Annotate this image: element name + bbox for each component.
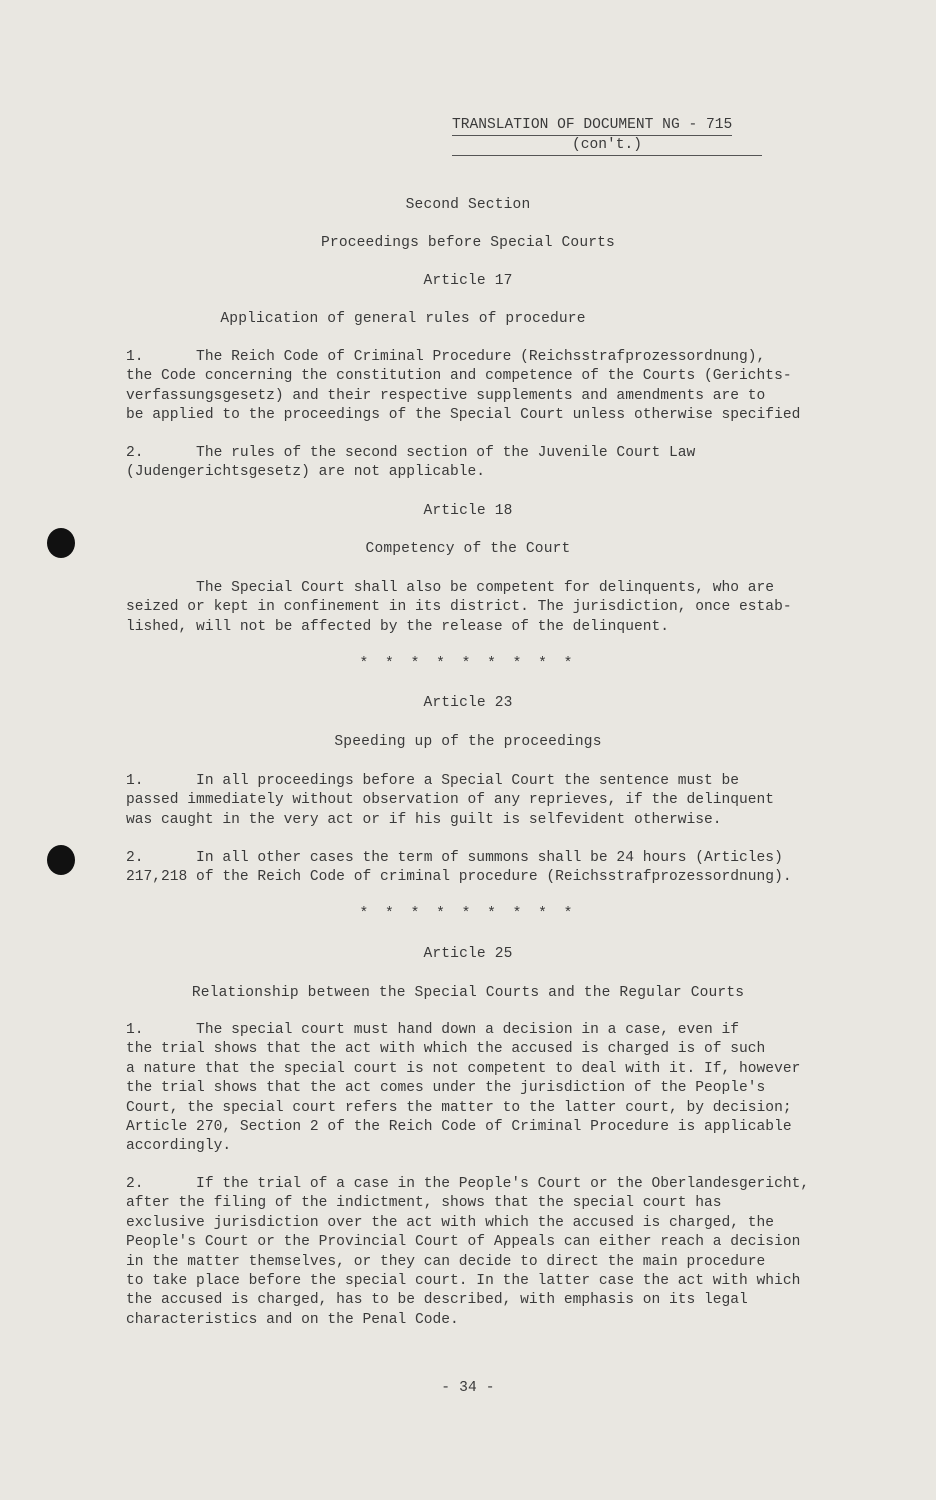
article-25-title: Article 25	[423, 946, 513, 962]
article-17-title: Article 17	[423, 273, 513, 289]
article-18-paragraph: The Special Court shall also be competent for delinquents, who are seized or kept in confinement in its district. The jurisdiction, once estab- lished, will not be affected by the release of the delinquent.	[126, 580, 792, 635]
document-header	[452, 116, 770, 156]
page-number: - 34 -	[441, 1380, 495, 1396]
separator-stars: * * * * * * * * *	[359, 906, 577, 922]
article-23-paragraph-1: 1. In all proceedings before a Special Court the sentence must be passed immediately without observation of any reprieves, if the delinquent was caught in the very act or if his guilt is selfevident otherwise.	[126, 773, 775, 828]
punch-hole	[47, 845, 75, 875]
section-subtitle: Proceedings before Special Courts	[321, 235, 615, 251]
article-17-paragraph-2: 2. The rules of the second section of the Juvenile Court Law (Judengerichtsgesetz) are not applicable.	[126, 445, 696, 481]
article-17-subtitle: Application of general rules of procedure	[220, 311, 586, 327]
article-23-subtitle: Speeding up of the proceedings	[334, 734, 602, 750]
article-18-subtitle: Competency of the Court	[365, 541, 571, 557]
article-25-paragraph-2: 2. If the trial of a case in the People's Court or the Oberlandesgericht, after the filing of the indictment, shows that the special court has exclusive jurisdiction over the act with which the accused is charged, the People's Court or the Provincial Court of Appeals can either reach a decision in the matter themselves, or they can decide to direct the main procedure to take place before the special court. In the latter case the act with which the accused is charged, has to be described, with emphasis on its legal characteristics and on the Penal Code.	[126, 1176, 810, 1328]
article-18-title: Article 18	[423, 503, 513, 519]
article-17-paragraph-1: 1. The Reich Code of Criminal Procedure (Reichsstrafprozessordnung), the Code concerning the constitution and competence of the Courts (Gerichts- verfassungsgesetz) and their respective supplements and amendments are to be applied to the proceedings of the Special Court unless otherwise specified	[126, 349, 801, 424]
article-23-paragraph-2: 2. In all other cases the term of summons shall be 24 hours (Articles) 217,218 of the Reich Code of criminal procedure (Reichsstrafprozessordnung).	[126, 850, 792, 886]
section-title: Second Section	[405, 197, 531, 213]
separator-stars: * * * * * * * * *	[359, 656, 577, 672]
article-25-subtitle: Relationship between the Special Courts and the Regular Courts	[191, 985, 745, 1001]
header-title: TRANSLATION OF DOCUMENT NG - 715	[452, 116, 732, 136]
header-continued: (con't.)	[452, 136, 762, 156]
article-23-title: Article 23	[423, 695, 513, 711]
article-25-paragraph-1: 1. The special court must hand down a decision in a case, even if the trial shows that the act with which the accused is charged is of such a nature that the special court is not competent to deal with it. If, however the trial shows that the act comes under the jurisdiction of the People's Court, the special court refers the matter to the latter court, by decision; Article 270, Section 2 of the Reich Code of Criminal Procedure is applicable accordingly.	[126, 1022, 801, 1155]
